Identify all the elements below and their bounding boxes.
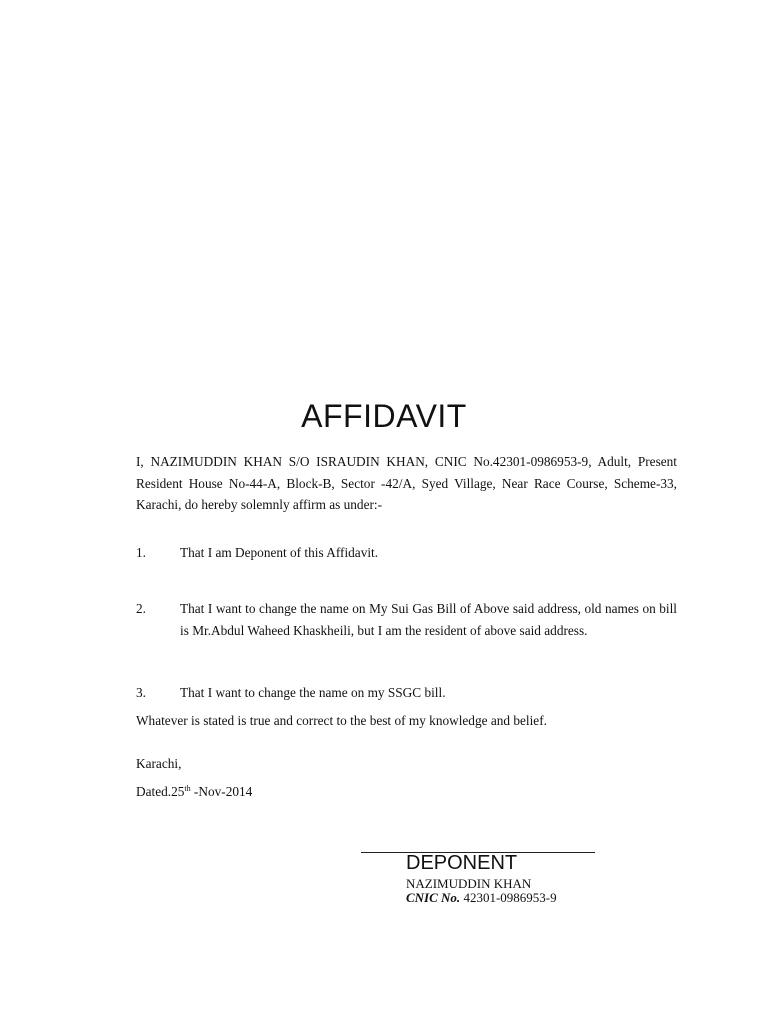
place-line: Karachi, [136,756,182,771]
list-item-text: That I am Deponent of this Affidavit. [180,545,379,560]
date-line [136,781,252,803]
list-item-number: 3. [136,685,146,700]
deponent-name: NAZIMUDDIN KHAN [406,876,532,891]
list-item [136,682,677,704]
list-item [136,598,677,641]
cnic-label: CNIC No. [406,890,461,905]
list-item-text: That I want to change the name on my SSGC bill. [180,685,446,700]
deponent-title: DEPONENT [406,852,518,874]
date-prefix: Dated.25 [136,784,185,799]
date-ordinal-suffix: th [184,784,191,793]
list-item-number: 1. [136,545,146,560]
closing-statement: Whatever is stated is true and correct to the best of my knowledge and belief. [136,713,547,728]
date-rest: -Nov-2014 [190,784,253,799]
list-item-text: That I want to change the name on My Sui Gas Bill of Above said address, old names on bill is Mr.Abdul Waheed Khaskheili, but I am the resident of above said address. [180,601,677,638]
document-title: AFFIDAVIT [301,398,467,434]
list-item-number: 2. [136,601,146,616]
cnic-value: 42301-0986953-9 [460,890,557,905]
intro-paragraph: I, NAZIMUDDIN KHAN S/O ISRAUDIN KHAN, CNIC No.42301-0986953-9, Adult, Present Resident House No-44-A, Block-B, Sector -42/A, Syed Village, Near Race Course, Scheme-33, Karachi, do hereby solemnly affirm as under:- [136,454,677,512]
deponent-cnic [406,890,557,905]
list-item [136,542,677,564]
